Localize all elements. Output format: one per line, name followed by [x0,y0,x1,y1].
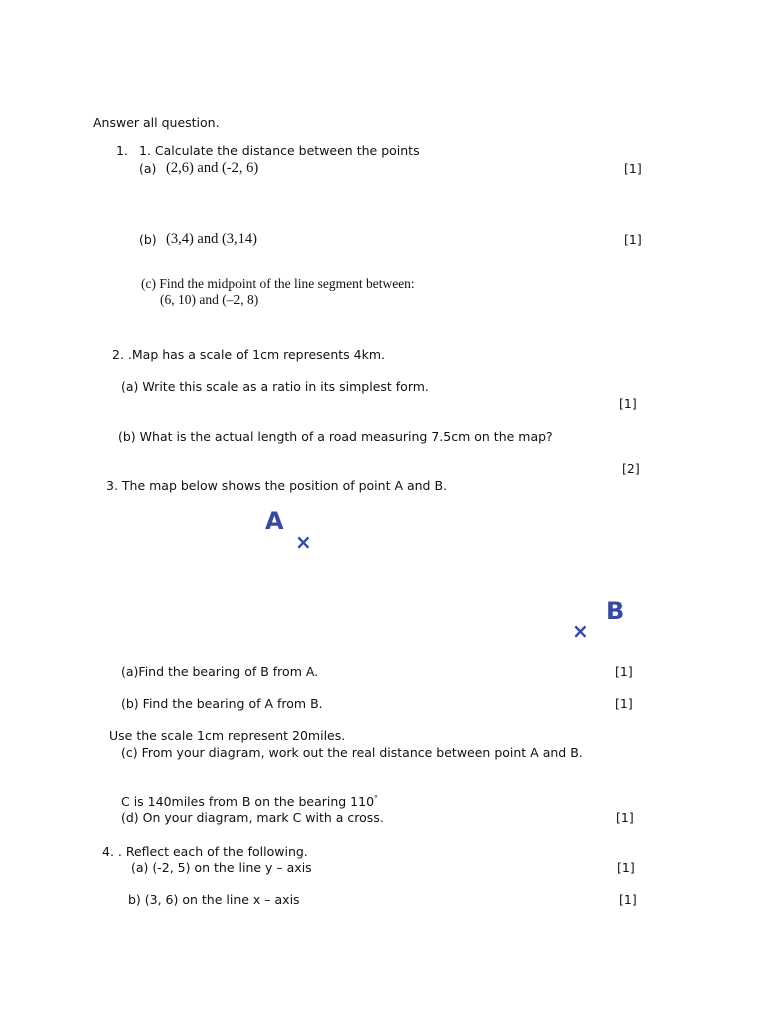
q1c-line2: (6, 10) and (–2, 8) [160,292,259,307]
q1b-marks: [1] [624,232,642,247]
q4b-text: b) (3, 6) on the line x – axis [128,892,300,907]
q3d-text: (d) On your diagram, mark C with a cross. [121,810,384,825]
q1a-text: (2,6) and (-2, 6) [166,160,259,176]
q3-c-info-text: C is 140miles from B on the bearing 110 [121,794,375,809]
q1b-text: (3,4) and (3,14) [166,231,258,247]
q2b-marks: [2] [622,461,640,476]
instructions: Answer all question. [93,115,220,130]
q3-c-info [121,794,378,810]
q4-text: 4. . Reflect each of the following. [102,844,308,859]
point-a-cross-icon: × [295,530,312,554]
q3-text: 3. The map below shows the position of point A and B. [106,478,448,493]
q1b-label: (b) [139,232,157,247]
q1-text: 1. Calculate the distance between the points [139,143,420,158]
point-a-label: A [265,507,284,535]
q2b-text: (b) What is the actual length of a road measuring 7.5cm on the map? [118,429,553,444]
q3-scale: Use the scale 1cm represent 20miles. [109,728,346,743]
q1-number: 1. [116,143,128,158]
q3b-marks: [1] [615,696,633,711]
q3d-marks: [1] [616,810,634,825]
degree-symbol: ° [374,793,379,803]
q4a-text: (a) (-2, 5) on the line y – axis [131,860,312,875]
q1a-label: (a) [139,161,157,176]
q3c-text: (c) From your diagram, work out the real distance between point A and B. [121,745,583,760]
point-b-label: B [606,597,625,625]
q2a-marks: [1] [619,396,637,411]
q3a-text: (a)Find the bearing of B from A. [121,664,319,679]
q2a-text: (a) Write this scale as a ratio in its simplest form. [121,379,429,394]
q1a-marks: [1] [624,161,642,176]
q2-text: 2. .Map has a scale of 1cm represents 4km. [112,347,386,362]
q3b-text: (b) Find the bearing of A from B. [121,696,323,711]
point-b-cross-icon: × [572,619,589,643]
q4b-marks: [1] [619,892,637,907]
q1c-line1: (c) Find the midpoint of the line segment between: [141,276,415,291]
q4a-marks: [1] [617,860,635,875]
q3a-marks: [1] [615,664,633,679]
